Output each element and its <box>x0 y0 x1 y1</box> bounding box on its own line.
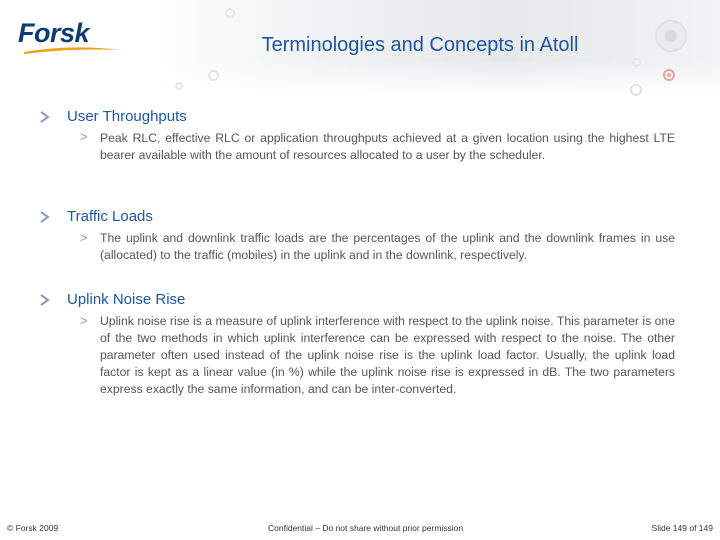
section-paragraph: Peak RLC, effective RLC or application throughputs achieved at a given location using the highest LTE bearer available with the amount of resources allocated to a user by the scheduler. <box>100 131 675 162</box>
logo-text: Forsk <box>18 18 90 48</box>
decor-circle-icon <box>630 84 642 96</box>
section-paragraph: The uplink and downlink traffic loads are the percentages of the uplink and the downlink frames in use (allocated) to the traffic (mobiles) in the uplink and in the downlink, respectively. <box>100 231 675 262</box>
logo-swoosh-icon <box>22 42 122 58</box>
sub-bullet-icon: > <box>80 230 88 245</box>
decor-circle-icon <box>667 73 671 77</box>
sub-bullet-icon: > <box>80 129 88 144</box>
sub-bullet-icon: > <box>80 313 88 328</box>
bullet-arrow-icon <box>40 111 50 123</box>
decor-circle-icon <box>208 70 219 81</box>
bullet-arrow-icon <box>40 294 50 306</box>
footer-slide-number: Slide 149 of 149 <box>651 523 713 533</box>
bullet-arrow-icon <box>40 211 50 223</box>
decor-circle-icon <box>665 30 677 42</box>
footer-copyright: © Forsk 2009 <box>7 523 59 533</box>
section-heading: Uplink Noise Rise <box>67 291 186 308</box>
footer-confidential: Confidential – Do not share without prior permission <box>268 523 464 533</box>
decor-circle-icon <box>175 82 183 90</box>
section-paragraph: Uplink noise rise is a measure of uplink interference with respect to the uplink noise. This parameter is one of the two methods in which uplink interference can be expressed with respect to the noise. The other parameter often used instead of the uplink noise rise is the uplink load factor. Usually, the uplink load factor is kept as a linear value (in %) while the uplink noise rise is expressed in dB. The two parameters express exactly the same information, and can be inter-converted. <box>100 314 675 396</box>
decor-circle-icon <box>225 8 235 18</box>
decor-circle-icon <box>632 58 641 67</box>
section-heading: Traffic Loads <box>67 208 153 225</box>
forsk-logo <box>18 18 123 56</box>
section-heading: User Throughputs <box>67 108 187 125</box>
slide-title: Terminologies and Concepts in Atoll <box>261 34 579 56</box>
